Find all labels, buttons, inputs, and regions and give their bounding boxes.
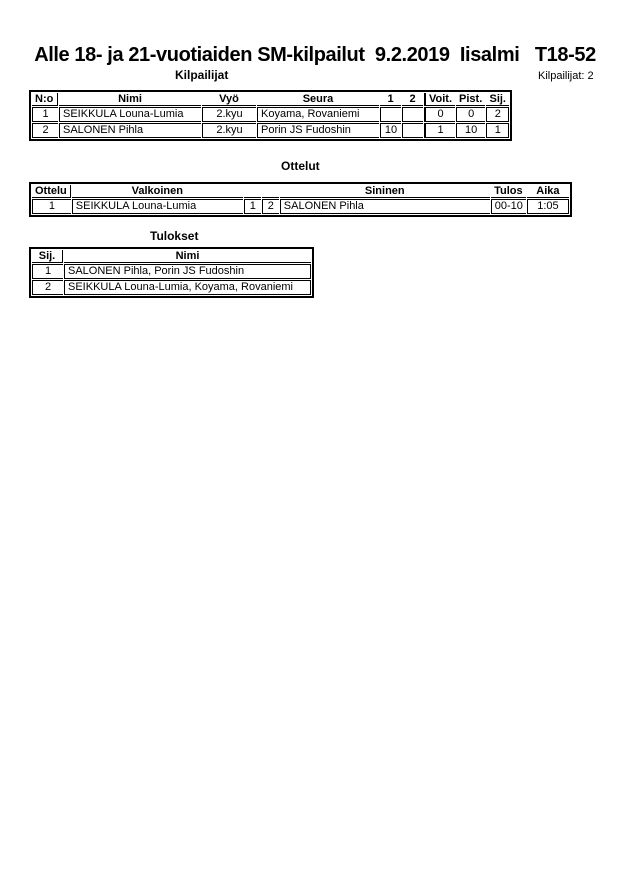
cell-sij: 1 <box>32 264 63 279</box>
cell-no: 1 <box>32 107 58 122</box>
cell-match2 <box>402 107 423 122</box>
cell-blue-name: SALONEN Pihla <box>280 199 490 214</box>
column-header-vyo: Vyö <box>202 93 256 106</box>
results-header-row <box>32 250 311 263</box>
column-header-nimi: Nimi <box>64 250 311 263</box>
section-heading-ottelut: Ottelut <box>281 159 320 173</box>
match-row <box>32 199 569 214</box>
column-header-seura: Seura <box>257 93 379 106</box>
results-table <box>29 247 314 298</box>
cell-pist: 10 <box>456 123 485 138</box>
column-header-blue-no <box>262 185 279 198</box>
matches-header-row <box>32 185 569 198</box>
column-header-valkoinen: Valkoinen <box>72 185 243 198</box>
column-header-aika: Aika <box>527 185 569 198</box>
cell-nimi: SALONEN Pihla <box>59 123 201 138</box>
column-header-tulos: Tulos <box>491 185 526 198</box>
cell-pist: 0 <box>456 107 485 122</box>
cell-vyo: 2.kyu <box>202 123 256 138</box>
result-row <box>32 280 311 295</box>
cell-seura: Koyama, Rovaniemi <box>257 107 379 122</box>
competitor-row <box>32 123 509 138</box>
column-header-white-no <box>244 185 261 198</box>
column-header-ottelu: Ottelu <box>32 185 71 198</box>
cell-nimi: SEIKKULA Louna-Lumia <box>59 107 201 122</box>
column-header-no: N:o <box>32 93 58 106</box>
column-header-sij: Sij. <box>486 93 509 106</box>
matches-table <box>29 182 572 217</box>
competitors-header-row <box>32 93 509 106</box>
column-header-sij: Sij. <box>32 250 63 263</box>
cell-sij: 1 <box>486 123 509 138</box>
cell-match1 <box>380 107 401 122</box>
competitors-count: Kilpailijat: 2 <box>538 70 594 82</box>
competitors-table <box>29 90 512 141</box>
cell-nimi: SALONEN Pihla, Porin JS Fudoshin <box>64 264 311 279</box>
section-heading-kilpailijat: Kilpailijat <box>175 68 229 82</box>
column-header-nimi: Nimi <box>59 93 201 106</box>
column-header-match1: 1 <box>380 93 401 106</box>
cell-vyo: 2.kyu <box>202 107 256 122</box>
column-header-pist: Pist. <box>456 93 485 106</box>
cell-nimi: SEIKKULA Louna-Lumia, Koyama, Rovaniemi <box>64 280 311 295</box>
cell-tulos: 00-10 <box>491 199 526 214</box>
cell-match-no: 1 <box>32 199 71 214</box>
column-header-sininen: Sininen <box>280 185 490 198</box>
cell-sij: 2 <box>486 107 509 122</box>
cell-seura: Porin JS Fudoshin <box>257 123 379 138</box>
column-header-match2: 2 <box>402 93 423 106</box>
page-title: Alle 18- ja 21-vuotiaiden SM-kilpailut 9.2.2019 Iisalmi T18-52 <box>34 44 596 66</box>
cell-white-no: 1 <box>244 199 261 214</box>
cell-match1: 10 <box>380 123 401 138</box>
column-header-voit: Voit. <box>424 93 455 106</box>
competitor-row <box>32 107 509 122</box>
result-row <box>32 264 311 279</box>
cell-voit: 1 <box>424 123 455 138</box>
cell-no: 2 <box>32 123 58 138</box>
cell-voit: 0 <box>424 107 455 122</box>
cell-match2 <box>402 123 423 138</box>
cell-white-name: SEIKKULA Louna-Lumia <box>72 199 243 214</box>
section-heading-tulokset: Tulokset <box>150 229 199 243</box>
cell-blue-no: 2 <box>262 199 279 214</box>
cell-aika: 1:05 <box>527 199 569 214</box>
cell-sij: 2 <box>32 280 63 295</box>
